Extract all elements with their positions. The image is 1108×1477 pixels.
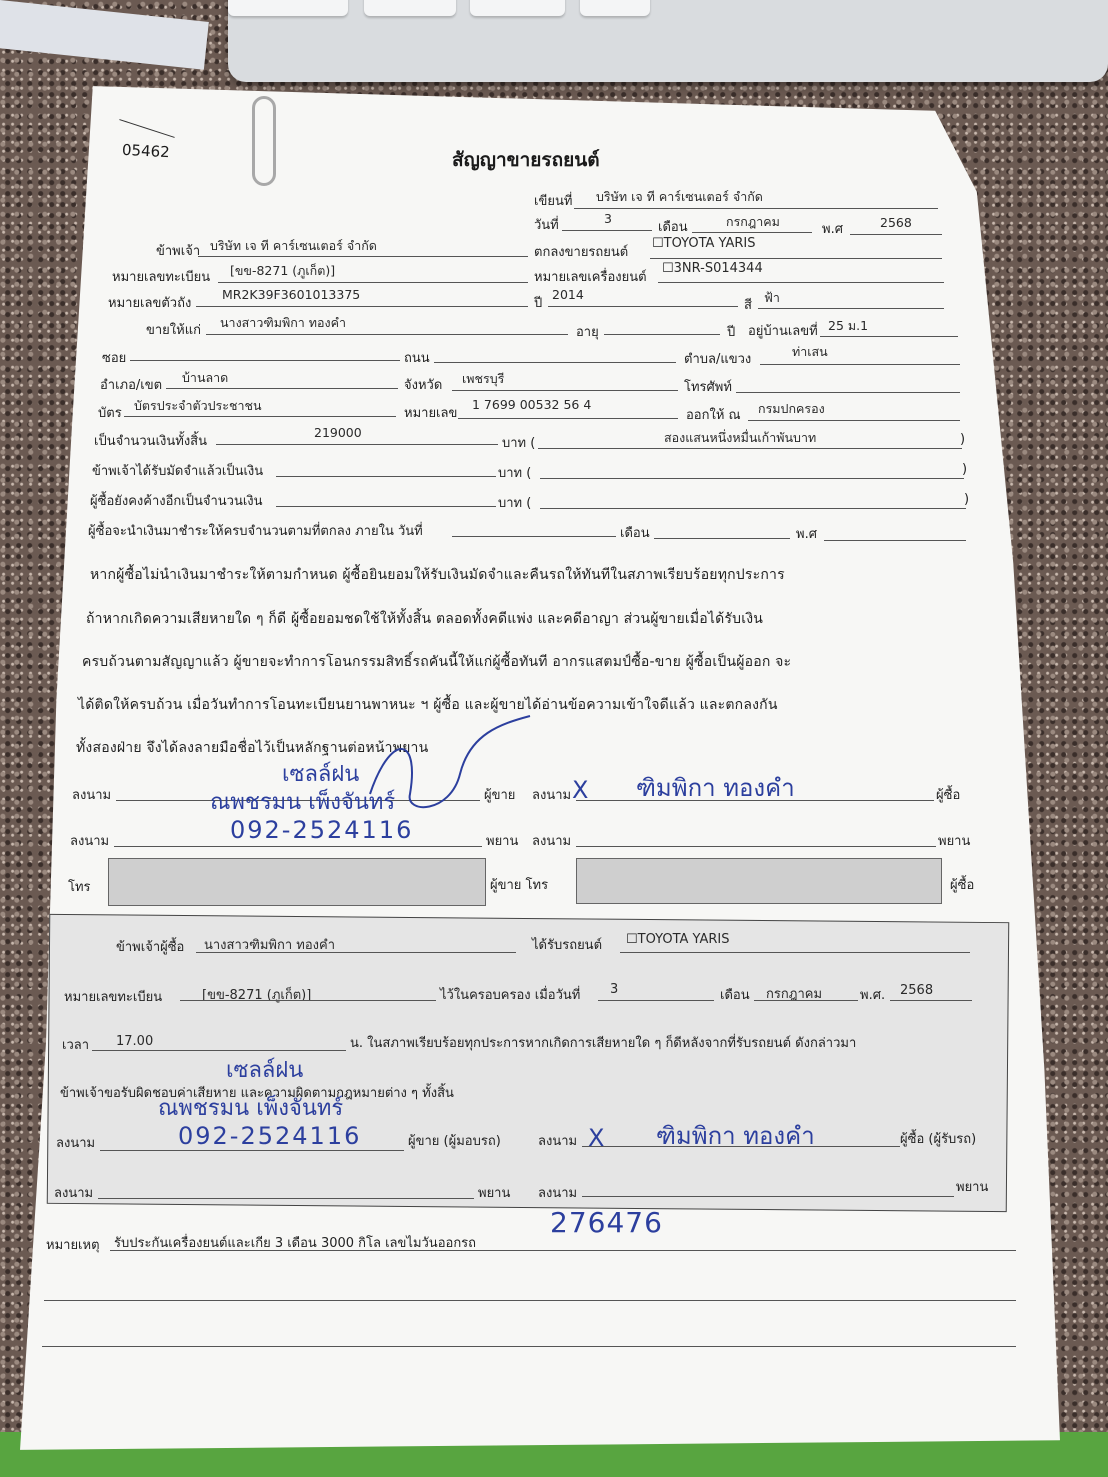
engine-no-value: ☐3NR-S014344	[662, 261, 763, 276]
underline	[604, 334, 720, 335]
issued-by-value: กรมปกครอง	[758, 401, 825, 416]
sign-label: ลงนาม	[70, 834, 110, 849]
underline	[576, 846, 936, 847]
underline	[582, 1196, 954, 1197]
color-label: สี	[744, 298, 752, 313]
underline	[276, 506, 496, 507]
keyboard-key	[580, 0, 650, 16]
paragraph-line: ครบถ้วนตามสัญญาแล้ว ผู้ขายจะทำการโอนกรรมสิทธิ์รถคันนี้ให้แก่ผู้ซื้อทันที อากรแสตมป์ซื้อ-ขาย ผู้ซื้อเป็นผู้ออก จะ	[82, 654, 792, 670]
year-value: 2568	[880, 215, 912, 230]
agree-sell-label: ตกลงขายรถยนต์	[534, 245, 629, 260]
underline	[754, 1000, 858, 1001]
total-baht-label: บาท (	[502, 436, 536, 451]
reg-no-value: [ขข-8271 (ภูเก็ต)]	[230, 263, 336, 278]
remain-baht-label: บาท (	[498, 496, 532, 511]
issued-by-label: ออกให้ ณ	[686, 408, 741, 423]
district-label: อำเภอ/เขต	[100, 378, 163, 393]
sell-to-value: นางสาวฑิมพิกา ทองคำ	[220, 315, 346, 330]
written-at-value: บริษัท เจ ที คาร์เซนเตอร์ จำกัด	[596, 189, 763, 204]
underline	[198, 256, 528, 257]
underline	[458, 418, 678, 419]
deposit-baht-label: บาท (	[498, 466, 532, 481]
seller-value: บริษัท เจ ที คาร์เซนเตอร์ จำกัด	[210, 238, 377, 253]
age-unit: ปี	[727, 325, 736, 340]
underline	[166, 388, 398, 389]
card-no-label: หมายเลข	[404, 406, 458, 421]
sign-label: ลงนาม	[538, 1186, 578, 1201]
buyer-role-label: ผู้ซื้อ	[936, 788, 961, 803]
sign-label: ลงนาม	[532, 834, 572, 849]
underline	[748, 420, 960, 421]
underline	[538, 448, 962, 449]
address-label: อยู่บ้านเลขที่	[748, 324, 818, 339]
keyboard-key	[364, 0, 456, 16]
keyboard-key	[470, 0, 565, 16]
receipt-buyer-handwritten-name: ฑิมพิกา ทองคำ	[656, 1122, 815, 1150]
underline	[130, 360, 400, 361]
card-label: บัตร	[98, 406, 122, 421]
buyer-handwritten-name: ฑิมพิกา ทองคำ	[636, 774, 795, 802]
underline	[216, 444, 498, 445]
total-label: เป็นจำนวนเงินทั้งสิ้น	[94, 434, 207, 449]
agree-sell-value: ☐TOYOTA YARIS	[652, 236, 756, 251]
address-value: 25 ม.1	[828, 318, 869, 333]
witness-role-label: พยาน	[938, 834, 971, 849]
underline	[540, 508, 966, 509]
close-paren: )	[960, 432, 966, 447]
document-title: สัญญาขายรถยนต์	[452, 149, 600, 171]
underline	[180, 1000, 436, 1001]
receipt-buyer-value: นางสาวฑิมพิกา ทองคำ	[204, 938, 336, 953]
receipt-month-label: เดือน	[720, 988, 750, 1003]
underline	[540, 478, 964, 479]
underline	[276, 476, 496, 477]
province-value: เพชรบุรี	[462, 371, 505, 386]
liability-text: ข้าพเจ้าขอรับผิดชอบค่าเสียหาย และความผิดตามกฎหมายต่าง ๆ ทั้งสิ้น	[60, 1086, 454, 1101]
chassis-value: MR2K39F3601013375	[222, 287, 361, 302]
total-words: สองแสนหนึ่งหมื่นเก้าพันบาท	[664, 430, 817, 445]
seller-handwritten-phone: 092-2524116	[230, 816, 414, 844]
underline	[598, 1000, 714, 1001]
receipt-reg-value: [ขข-8271 (ภูเก็ต)]	[202, 988, 312, 1003]
pay-by-label: ผู้ซื้อจะนำเงินมาชำระให้ครบจำนวนตามที่ตกลง ภายใน วันที่	[88, 524, 423, 539]
card-no-value: 1 7699 00532 56 4	[472, 397, 592, 412]
receipt-seller-handwritten-fullname: ณพชรมน เพ็งจันทร์	[158, 1096, 344, 1121]
month-label: เดือน	[658, 220, 688, 235]
pay-year-label: พ.ศ	[796, 527, 817, 542]
seller-handwritten-name: เซลล์ฝน	[282, 762, 360, 787]
receipt-buyer-role: ผู้ซื้อ (ผู้รับรถ)	[900, 1132, 977, 1147]
possess-label: ไว้ในครอบครอง เมื่อวันที่	[440, 988, 581, 1003]
receipt-buyer-label: ข้าพเจ้าผู้ซื้อ	[116, 940, 185, 955]
receipt-reg-label: หมายเลขทะเบียน	[64, 990, 163, 1005]
sign-label: ลงนาม	[72, 788, 112, 803]
agree-sell-text: TOYOTA YARIS	[663, 236, 756, 251]
underline	[434, 362, 676, 363]
engine-no-label: หมายเลขเครื่องยนต์	[534, 270, 647, 285]
keyboard-key	[228, 0, 348, 16]
card-value: บัตรประจำตัวประชาชน	[134, 398, 262, 413]
subdistrict-label: ตำบล/แขวง	[684, 352, 752, 367]
background-paper	[0, 0, 209, 70]
reg-no-label: หมายเลขทะเบียน	[112, 270, 211, 285]
underline	[760, 364, 960, 365]
sign-label: ลงนาม	[56, 1136, 96, 1151]
underline	[562, 230, 652, 231]
age-label: อายุ	[576, 325, 599, 340]
witness-role-label: พยาน	[486, 834, 519, 849]
underline	[650, 258, 942, 259]
underline	[654, 538, 790, 539]
remarks-label: หมายเหตุ	[46, 1238, 100, 1253]
underline	[98, 1198, 474, 1199]
month-value: กรกฎาคม	[726, 214, 780, 229]
underline	[218, 282, 528, 283]
received-label: ได้รับรถยนต์	[532, 938, 603, 953]
underline	[620, 952, 970, 953]
time-value: 17.00	[116, 1034, 154, 1049]
paragraph-line: ถ้าหากเกิดความเสียหายใด ๆ ก็ดี ผู้ซื้อยอมชดใช้ให้ทั้งสิ้น ตลอดทั้งคดีแพ่ง และคดีอาญา ส่วนผู้ขายเมื่อได้รับเงิน	[86, 611, 764, 627]
sign-label: ลงนาม	[538, 1134, 578, 1149]
document-number: 05462	[121, 140, 171, 162]
receipt-seller-handwritten-phone: 092-2524116	[178, 1122, 362, 1150]
underline	[206, 334, 568, 335]
underline	[758, 308, 944, 309]
paper-clip	[252, 96, 276, 186]
underline	[114, 846, 482, 847]
seller-phone-label: ผู้ขาย โทร	[490, 878, 549, 893]
underline	[110, 1250, 1016, 1251]
keyboard	[228, 0, 1108, 82]
underline	[658, 282, 944, 283]
redacted-phone-box	[576, 858, 942, 904]
receipt-buyer-x-mark: X	[588, 1124, 605, 1152]
condition-text: น. ในสภาพเรียบร้อยทุกประการหากเกิดการเสียหายใด ๆ ก็ดีหลังจากที่รับรถยนต์ ดังกล่าวมา	[350, 1036, 857, 1051]
year-model-label: ปี	[534, 296, 543, 311]
received-text: TOYOTA YARIS	[637, 932, 730, 947]
written-at-label: เขียนที่	[534, 194, 573, 209]
phone-label: โทร	[68, 880, 91, 895]
year-model-value: 2014	[552, 287, 584, 302]
road-label: ถนน	[404, 351, 430, 366]
sign-label: ลงนาม	[54, 1186, 94, 1201]
chassis-label: หมายเลขตัวถัง	[108, 296, 192, 311]
underline	[692, 232, 812, 233]
underline	[548, 306, 738, 307]
underline	[196, 306, 528, 307]
buyer-role-label: ผู้ซื้อ	[950, 878, 975, 893]
color-value: ฟ้า	[764, 290, 780, 305]
underline	[92, 1050, 346, 1051]
paragraph-line: หากผู้ซื้อไม่นำเงินมาชำระให้ตามกำหนด ผู้ซื้อยินยอมให้รับเงินมัดจำและคืนรถให้ทันทีในสภาพเรียบร้อยทุกประการ	[90, 567, 785, 583]
close-paren: )	[964, 492, 970, 507]
underline	[44, 1300, 1016, 1301]
buyer-x-mark: X	[572, 776, 589, 804]
year-label: พ.ศ	[822, 222, 843, 237]
redacted-phone-box	[108, 858, 486, 906]
underline	[42, 1346, 1016, 1347]
district-value: บ้านลาด	[182, 370, 229, 385]
received-value: ☐TOYOTA YARIS	[626, 932, 730, 947]
receipt-section	[47, 914, 1009, 1212]
seller-signature-scribble	[360, 714, 540, 824]
underline	[820, 336, 958, 337]
receipt-year-value: 2568	[900, 983, 934, 998]
underline	[850, 234, 942, 235]
underline	[824, 540, 966, 541]
engine-no-text: 3NR-S014344	[673, 261, 763, 276]
witness-role-label: พยาน	[478, 1186, 511, 1201]
seller-role-label: ผู้ขาย	[484, 788, 516, 803]
remain-label: ผู้ซื้อยังคงค้างอีกเป็นจำนวนเงิน	[90, 494, 263, 509]
paragraph-line: ได้ติดให้ครบถ้วน เมื่อวันทำการโอนทะเบียนยานพาหนะ ฯ ผู้ซื้อ และผู้ขายได้อ่านข้อความเข้าใจดีแล้ว และตกลงกัน	[78, 697, 778, 713]
phone-label: โทรศัพท์	[684, 380, 732, 395]
time-label: เวลา	[62, 1038, 90, 1053]
receipt-seller-handwritten-name: เซลล์ฝน	[226, 1058, 304, 1083]
total-value: 219000	[314, 425, 362, 440]
receipt-seller-role: ผู้ขาย (ผู้มอบรถ)	[408, 1134, 501, 1149]
underline	[736, 392, 960, 393]
underline	[452, 390, 678, 391]
underline	[452, 536, 616, 537]
deposit-label: ข้าพเจ้าได้รับมัดจำแล้วเป็นเงิน	[92, 464, 264, 479]
paragraph-line: ทั้งสองฝ่าย จึงได้ลงลายมือชื่อไว้เป็นหลักฐานต่อหน้าพยาน	[76, 740, 429, 756]
date-value: 3	[604, 211, 612, 226]
receipt-month-value: กรกฎาคม	[766, 987, 823, 1002]
seller-label: ข้าพเจ้า	[156, 244, 201, 259]
date-label: วันที่	[534, 218, 559, 233]
remarks-text: รับประกันเครื่องยนต์และเกีย 3 เดือน 3000 กิโล เลขไมวันออกรถ	[114, 1236, 477, 1251]
seller-handwritten-fullname: ณพชรมน เพ็งจันทร์	[210, 790, 396, 815]
sell-to-label: ขายให้แก่	[146, 323, 201, 338]
close-paren: )	[962, 462, 968, 477]
mileage-handwritten: 276476	[550, 1206, 663, 1239]
underline	[890, 1000, 972, 1001]
underline	[124, 416, 396, 417]
pay-month-label: เดือน	[620, 526, 650, 541]
underline	[100, 1150, 404, 1151]
underline	[196, 952, 516, 953]
sign-label: ลงนาม	[532, 788, 572, 803]
witness-role-label: พยาน	[956, 1180, 989, 1195]
underline	[574, 208, 938, 209]
receipt-day-value: 3	[610, 982, 619, 997]
province-label: จังหวัด	[404, 378, 443, 393]
receipt-year-label: พ.ศ.	[860, 988, 886, 1003]
soi-label: ซอย	[102, 351, 127, 366]
subdistrict-value: ท่าเสน	[792, 344, 828, 359]
